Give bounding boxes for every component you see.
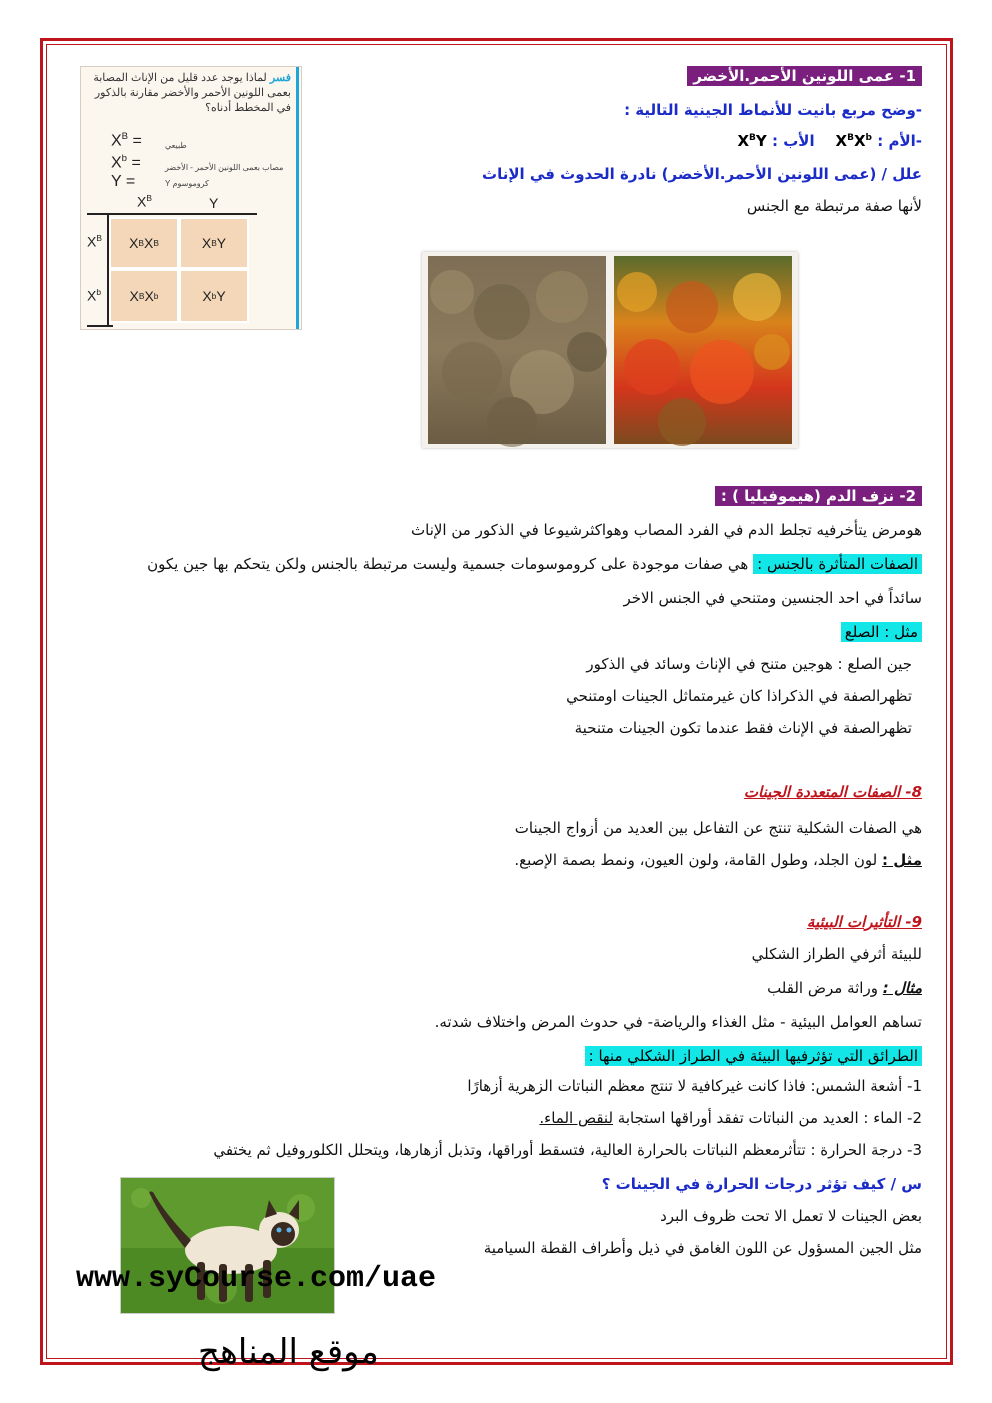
col-header-Y: Y	[209, 195, 219, 211]
punnett-intro: -وضح مربع بانيت للأنماط الجينية التالية :	[624, 101, 922, 119]
key-Xb: $X^b$ =	[111, 153, 141, 172]
way-water: 2- الماء : العديد من النباتات تفقد أوراقها استجابة لنقص الماء.	[539, 1109, 922, 1127]
baldness-example: مثل : الصلع	[841, 620, 922, 644]
environment-ways: الطرائق التي تؤثرفيها البيئة في الطراز الشكلي منها :	[585, 1044, 922, 1068]
figure-question: فسر لماذا يوجد عدد قليل من الإناث المصابة بعمى اللونين الأحمر والأخضر مقارنة بالذكور في المخطط أدناه؟	[93, 72, 291, 114]
key-normal-label: طبيعي	[165, 141, 187, 150]
temperature-answer1: بعض الجينات لا تعمل الا تحت ظروف البرد	[660, 1207, 922, 1225]
polygenic-example: مثل : لون الجلد، وطول القامة، ولون العيون، ونمط بصمة الإصبع.	[514, 851, 922, 869]
sex-influenced-line: الصفات المتأثرة بالجنس : هي صفات موجودة على كروموسومات جسمية وليست مرتبطة بالجنس ولكن يتحكم بها جين يكون	[147, 552, 922, 576]
forest-photos	[422, 252, 798, 448]
cell-XBXB: X B X B	[109, 217, 179, 269]
key-affected-label: مصاب بعمى اللونين الأحمر - الأخضر	[165, 163, 284, 172]
row-header-Xb: $X^b$	[87, 287, 102, 304]
section9-title: 9- التأثيرات البيئية	[806, 913, 922, 931]
polygenic-definition: هي الصفات الشكلية تنتج عن التفاعل بين العديد من أزواج الجينات	[514, 819, 922, 837]
environment-line1: للبيئة أثرفي الطراز الشكلي	[751, 945, 922, 963]
way-sunlight: 1- أشعة الشمس: فاذا كانت غيركافية لا تنتج معظم النباتات الزهرية أزهارًا	[467, 1077, 922, 1095]
environment-example: مثال : وراثة مرض القلب	[767, 979, 922, 997]
baldness-point-3: تظهرالصفة في الإناث فقط عندما تكون الجينات متنحية	[574, 719, 912, 737]
cell-XBY: X B Y	[179, 217, 249, 269]
course-url[interactable]: www.syCourse.com/uae	[76, 1262, 437, 1296]
section1-title: 1- عمى اللونين الأحمر.الأخضر	[687, 64, 922, 88]
sex-influenced-line2: سائداً في احد الجنسين ومتنحي في الجنس الاخر	[623, 589, 922, 607]
grid-hline-top	[87, 213, 257, 215]
cell-XBXb: X B X b	[109, 269, 179, 323]
mother-genotype: $X^BX^b$	[835, 132, 872, 150]
figure-accent-bar	[296, 67, 299, 329]
why-question: علل / (عمى اللونين الأحمر.الأخضر) نادرة الحدوث في الإناث	[482, 165, 922, 183]
genotypes-line: -الأم : $X^BX^b$ الأب : $X^BY$	[737, 132, 922, 150]
grid-hline-bottom	[87, 325, 113, 327]
site-name: موقع المناهج	[198, 1332, 379, 1372]
row-header-XB: $X^B$	[87, 233, 102, 250]
forest-comparison-image	[422, 252, 798, 448]
temperature-question: س / كيف تؤثر درجات الحرارة في الجينات ؟	[601, 1175, 922, 1193]
section8-title: 8- الصفات المتعددة الجينات	[743, 783, 922, 801]
baldness-point-2: تظهرالصفة في الذكراذا كان غيرمتماثل الجينات اومتنحي	[566, 687, 912, 705]
section2-title: 2- نزف الدم (هيموفيليا ) :	[715, 484, 922, 508]
cell-XbY: X b Y	[179, 269, 249, 323]
environment-line3: تساهم العوامل البيئية - مثل الغذاء والرياضة- في حدوث المرض واختلاف شدته.	[434, 1013, 922, 1031]
father-genotype: $X^BY$	[737, 132, 767, 150]
temperature-answer2: مثل الجين المسؤول عن اللون الغامق في ذيل وأطراف القطة السيامية	[483, 1239, 922, 1257]
key-y-label: كروموسوم Y	[165, 179, 209, 188]
key-XB: $X^B$ =	[111, 131, 142, 150]
why-answer: لأنها صفة مرتبطة مع الجنس	[746, 197, 922, 215]
key-Y: Y =	[111, 173, 136, 190]
baldness-point-1: جين الصلع : هوجين متنح في الإناث وسائد في الذكور	[586, 655, 912, 673]
hemophilia-definition: هومرض يتأخرفيه تجلط الدم في الفرد المصاب وهواكثرشيوعا في الذكور من الإناث	[411, 521, 922, 539]
way-temperature: 3- درجة الحرارة : تتأثرمعظم النباتات بالحرارة العالية، فتسقط أوراقها، وتذبل أزهارها، ويتحلل الكلوروفيل ثم يختفي	[213, 1141, 922, 1159]
punnett-square-figure	[80, 66, 302, 330]
col-header-XB: $X^B$	[137, 193, 152, 210]
